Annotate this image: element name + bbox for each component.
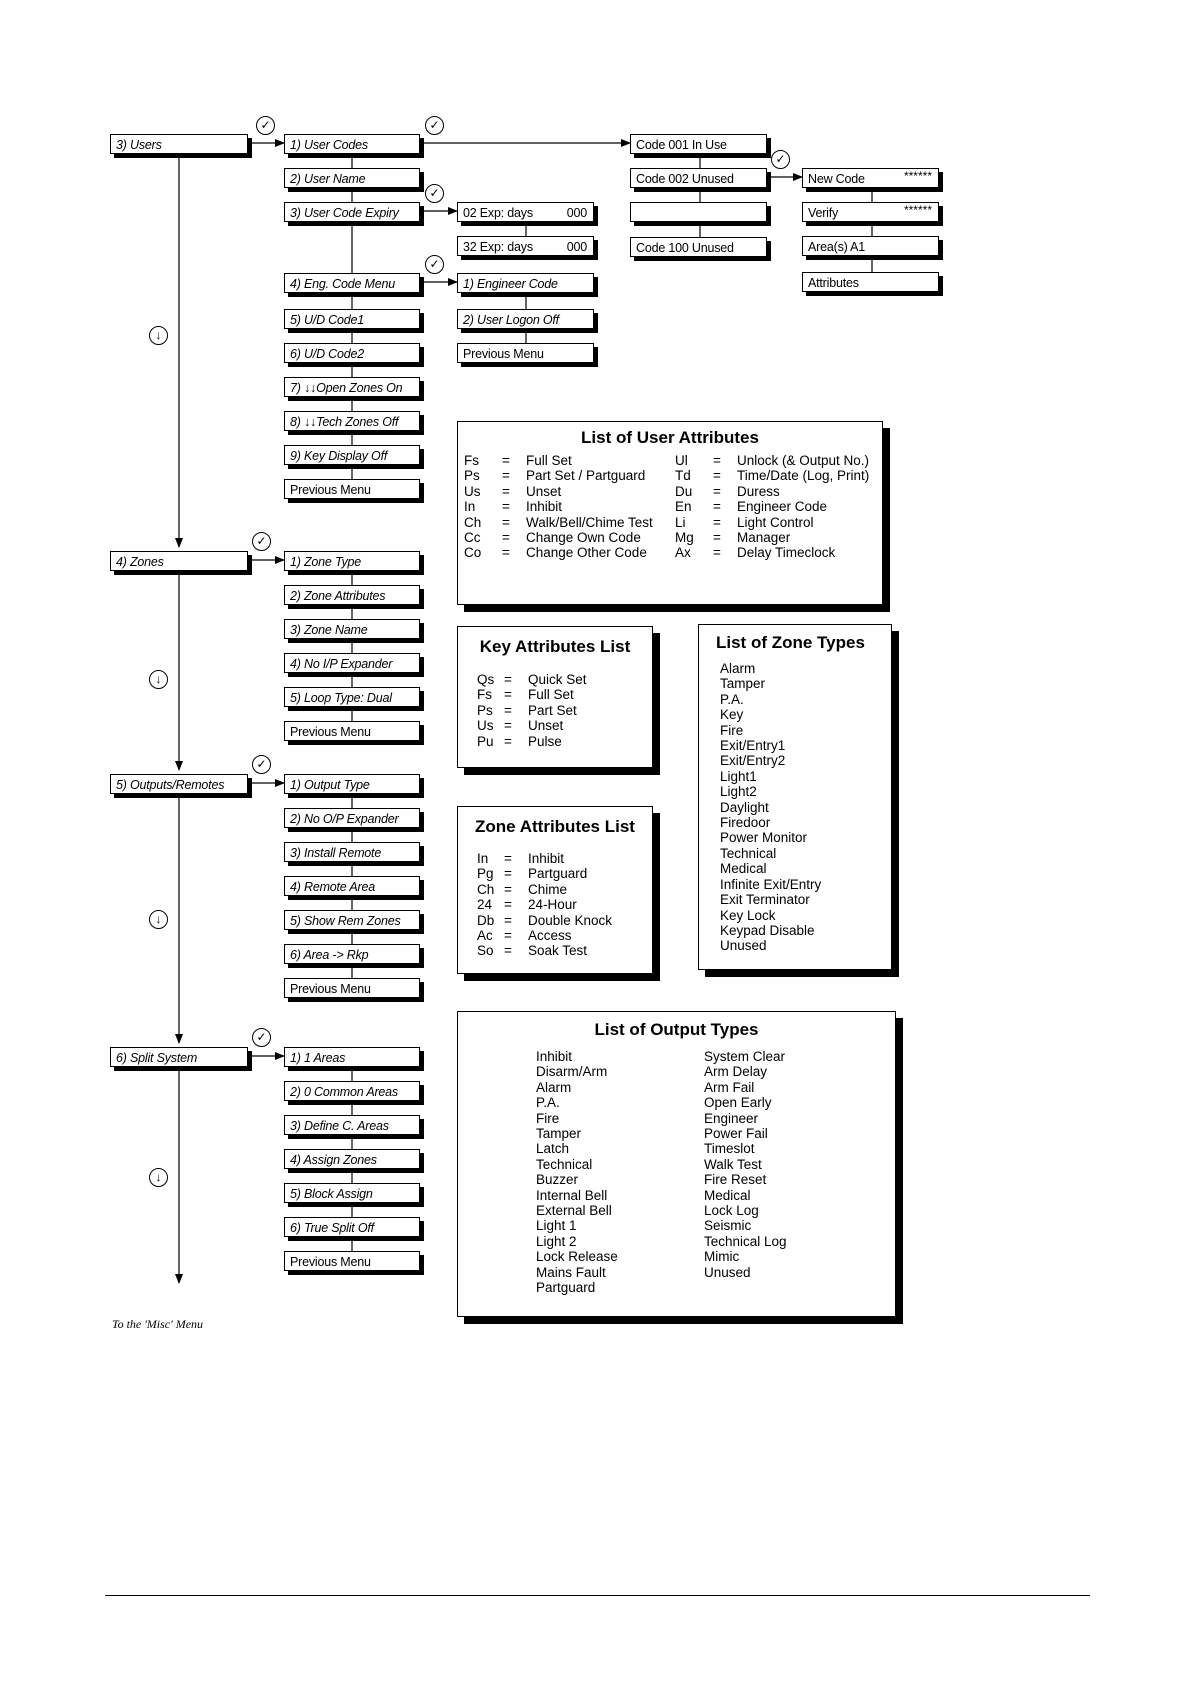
menu-item-common-areas[interactable]: 2) 0 Common Areas (284, 1081, 420, 1101)
list-item: Technical Log (704, 1233, 787, 1249)
areas-field[interactable]: Area(s) A1 (802, 236, 939, 256)
list-item: Infinite Exit/Entry (720, 876, 822, 892)
list-item: Power Fail (704, 1126, 768, 1142)
list-item: Firedoor (720, 815, 771, 831)
attr-row: Ul = Unlock (& Output No.) (675, 453, 870, 468)
check-icon: ✓ (256, 116, 275, 135)
list-item: Buzzer (536, 1172, 579, 1188)
menu-item-output-type[interactable]: 1) Output Type (284, 774, 420, 794)
menu-item-zone-name[interactable]: 3) Zone Name (284, 619, 420, 639)
attr-row: Ax = Delay Timeclock (675, 545, 836, 561)
list-item: Exit/Entry2 (720, 753, 786, 769)
menu-item-previous[interactable]: Previous Menu (284, 978, 420, 998)
list-item: Medical (720, 861, 767, 877)
footer-note: To the 'Misc' Menu (112, 1317, 204, 1331)
check-icon: ✓ (425, 184, 444, 203)
main-menu-zones[interactable]: 4) Zones (110, 551, 248, 571)
list-item: Lock Release (536, 1249, 618, 1265)
menu-item-zone-type[interactable]: 1) Zone Type (284, 551, 420, 571)
down-arrow-icon: ↓ (149, 1168, 168, 1187)
attr-row: Us = Unset (477, 718, 564, 734)
output-types-panel (457, 1011, 896, 1317)
check-icon: ✓ (771, 150, 790, 169)
list-item: Light 1 (536, 1218, 577, 1234)
list-item: Mimic (704, 1249, 740, 1265)
panel-title: List of Zone Types (716, 633, 865, 652)
list-item: Lock Log (704, 1203, 759, 1219)
list-item: Alarm (536, 1079, 572, 1095)
check-icon: ✓ (252, 1028, 271, 1047)
menu-item-assign-zones[interactable]: 4) Assign Zones (284, 1149, 420, 1169)
code-item[interactable]: Code 002 Unused (630, 168, 767, 188)
list-item: Fire Reset (704, 1172, 767, 1188)
menu-item-zone-attributes[interactable]: 2) Zone Attributes (284, 585, 420, 605)
menu-item-area-rkp[interactable]: 6) Area -> Rkp (284, 944, 420, 964)
list-item: Inhibit (536, 1049, 573, 1064)
list-item: Key (720, 707, 744, 723)
check-icon: ✓ (252, 755, 271, 774)
list-item: Exit/Entry1 (720, 738, 786, 754)
attr-row: Du = Duress (675, 483, 780, 499)
attr-row: Pg = Partguard (477, 866, 588, 882)
down-arrow-icon: ↓ (149, 910, 168, 929)
attr-row: Co = Change Other Code (464, 545, 647, 561)
attr-row: Ac = Access (477, 928, 572, 944)
menu-item-user-codes[interactable]: 1) User Codes (284, 134, 420, 154)
down-arrow-icon: ↓ (149, 670, 168, 689)
menu-item-ud-code1[interactable]: 5) U/D Code1 (284, 309, 420, 329)
attributes-field[interactable]: Attributes (802, 272, 939, 292)
list-item: P.A. (720, 691, 744, 707)
attr-row: 24 = 24-Hour (477, 897, 577, 913)
list-item: Technical (720, 845, 777, 861)
main-menu-split[interactable]: 6) Split System (110, 1047, 248, 1067)
list-item: Engineer (704, 1110, 759, 1126)
menu-item-block-assign[interactable]: 5) Block Assign (284, 1183, 420, 1203)
panel-title: List of Output Types (594, 1020, 759, 1039)
list-item: P.A. (536, 1095, 560, 1111)
list-item: Arm Fail (704, 1079, 755, 1095)
list-item: External Bell (536, 1203, 612, 1219)
page-rule (105, 1595, 1090, 1596)
menu-item-install-remote[interactable]: 3) Install Remote (284, 842, 420, 862)
list-item: Internal Bell (536, 1187, 608, 1203)
attr-row: Cc = Change Own Code (464, 530, 641, 546)
check-icon: ✓ (425, 116, 444, 135)
zone-attributes-list (477, 851, 612, 959)
menu-item-key-display[interactable]: 9) Key Display Off (284, 445, 420, 465)
list-item: Walk Test (704, 1156, 762, 1172)
code-item-placeholder[interactable] (630, 202, 767, 222)
list-item: Light1 (720, 768, 757, 784)
list-item: Seismic (704, 1218, 752, 1234)
check-icon: ✓ (252, 532, 271, 551)
code-item[interactable]: Code 001 In Use (630, 134, 767, 154)
list-item: Tamper (536, 1126, 582, 1142)
zone-types-panel (698, 624, 892, 970)
zone-types-list (720, 661, 821, 954)
menu-item-op-expander[interactable]: 2) No O/P Expander (284, 808, 420, 828)
menu-item-previous[interactable]: Previous Menu (284, 721, 420, 741)
attr-row: Ps = Part Set / Partguard (464, 468, 646, 484)
list-item: Latch (536, 1141, 570, 1157)
list-item: Unused (720, 938, 767, 954)
list-item: Timeslot (704, 1141, 755, 1157)
zone-attributes-panel (457, 806, 653, 974)
list-item: Unused (704, 1264, 751, 1280)
menu-item-engineer-code[interactable]: 1) Engineer Code (457, 273, 594, 293)
main-menu-outputs[interactable]: 5) Outputs/Remotes (110, 774, 248, 794)
attr-row: Us = Unset (464, 483, 562, 499)
menu-item-remote-area[interactable]: 4) Remote Area (284, 876, 420, 896)
menu-item-loop-type[interactable]: 5) Loop Type: Dual (284, 687, 420, 707)
attr-row: Fs = Full Set (477, 687, 574, 703)
attr-row: Ch = Walk/Bell/Chime Test (464, 514, 653, 530)
menu-item-true-split[interactable]: 6) True Split Off (284, 1217, 420, 1237)
list-item: Arm Delay (704, 1064, 768, 1080)
menu-item-tech-zones[interactable]: 8) ↓↓Tech Zones Off (284, 411, 420, 431)
menu-item-show-rem-zones[interactable]: 5) Show Rem Zones (284, 910, 420, 930)
menu-item-open-zones[interactable]: 7) ↓↓Open Zones On (284, 377, 420, 397)
attr-row: So = Soak Test (477, 943, 588, 959)
menu-item-user-name[interactable]: 2) User Name (284, 168, 420, 188)
attr-row: Fs = Full Set (464, 453, 572, 468)
list-item: Light2 (720, 784, 757, 800)
key-attributes-list (477, 672, 587, 749)
attr-row: Qs = Quick Set (477, 672, 587, 687)
list-item: Mains Fault (536, 1264, 606, 1280)
menu-item-ud-code2[interactable]: 6) U/D Code2 (284, 343, 420, 363)
list-item: Partguard (536, 1280, 596, 1296)
panel-title: Key Attributes List (479, 637, 631, 656)
down-arrow-icon: ↓ (149, 326, 168, 345)
list-item: System Clear (704, 1049, 786, 1064)
panel-title: Zone Attributes List (475, 817, 635, 836)
attr-row: In = Inhibit (464, 499, 563, 515)
expiry-item[interactable]: 02 Exp: days 000 (457, 202, 594, 222)
user-attributes-left (464, 453, 653, 561)
key-attributes-panel (457, 626, 653, 768)
list-item: Keypad Disable (720, 922, 815, 938)
menu-item-previous[interactable]: Previous Menu (457, 343, 594, 363)
attr-row: En = Engineer Code (675, 499, 828, 515)
expiry-item[interactable]: 32 Exp: days 000 (457, 236, 594, 256)
attr-row: Ch = Chime (477, 881, 568, 897)
list-item: Disarm/Arm (536, 1064, 608, 1080)
panel-title: List of User Attributes (581, 428, 759, 447)
new-code-field[interactable]: New Code ****** (802, 168, 939, 188)
menu-item-previous[interactable]: Previous Menu (284, 479, 420, 499)
output-types-left (536, 1049, 618, 1296)
check-icon: ✓ (425, 255, 444, 274)
list-item: Fire (536, 1110, 560, 1126)
menu-item-ip-expander[interactable]: 4) No I/P Expander (284, 653, 420, 673)
list-item: Exit Terminator (720, 892, 810, 908)
menu-item-user-logon[interactable]: 2) User Logon Off (457, 309, 594, 329)
list-item: Daylight (720, 799, 769, 815)
list-item: Key Lock (720, 907, 776, 923)
menu-item-previous[interactable]: Previous Menu (284, 1251, 420, 1271)
code-item[interactable]: Code 100 Unused (630, 237, 767, 257)
list-item: Open Early (704, 1095, 772, 1111)
attr-row: Ps = Part Set (477, 702, 577, 718)
attr-row: Mg = Manager (675, 530, 791, 546)
user-attributes-right (675, 453, 869, 561)
verify-field[interactable]: Verify ****** (802, 202, 939, 222)
list-item: Tamper (720, 676, 766, 692)
list-item: Power Monitor (720, 830, 808, 846)
attr-row: Pu = Pulse (477, 733, 562, 749)
list-item: Alarm (720, 661, 756, 676)
menu-item-define-c-areas[interactable]: 3) Define C. Areas (284, 1115, 420, 1135)
list-item: Light 2 (536, 1233, 577, 1249)
list-item: Technical (536, 1156, 593, 1172)
attr-row: Db = Double Knock (477, 912, 613, 928)
menu-item-areas[interactable]: 1) 1 Areas (284, 1047, 420, 1067)
user-attributes-panel (457, 421, 883, 605)
attr-row: Td = Time/Date (Log, Print) (675, 468, 870, 484)
menu-item-eng-code-menu[interactable]: 4) Eng. Code Menu (284, 273, 420, 293)
output-types-right (704, 1049, 787, 1280)
list-item: Medical (704, 1187, 751, 1203)
menu-item-user-code-expiry[interactable]: 3) User Code Expiry (284, 202, 420, 222)
main-menu-users[interactable]: 3) Users (110, 134, 248, 154)
attr-row: Li = Light Control (675, 514, 814, 530)
list-item: Fire (720, 722, 744, 738)
attr-row: In = Inhibit (477, 851, 565, 866)
